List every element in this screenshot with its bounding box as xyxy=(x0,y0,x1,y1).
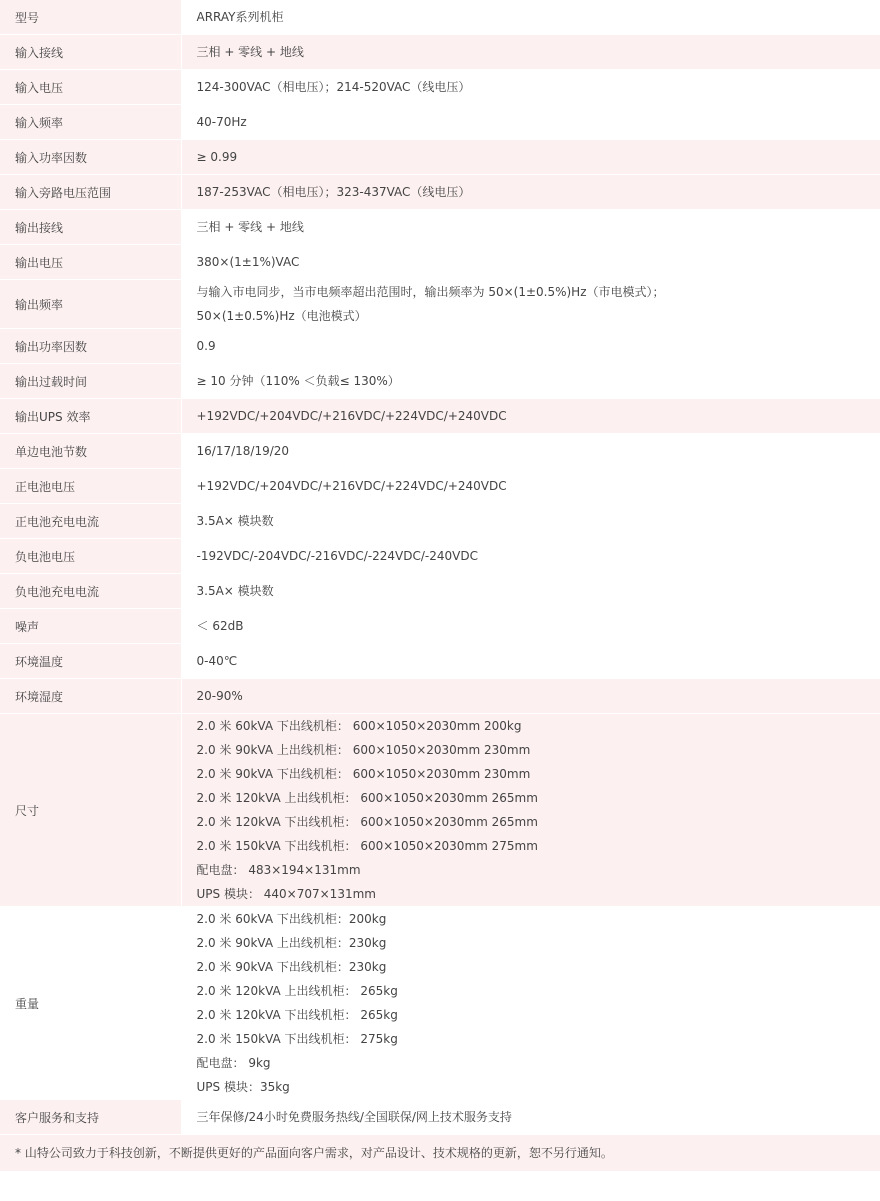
spec-value-line: 0.9 xyxy=(196,339,216,353)
spec-row xyxy=(0,140,880,175)
spec-value-line: 配电盘： 9kg xyxy=(196,1056,271,1070)
spec-value-line: ＜ 62dB xyxy=(196,619,244,633)
spec-row xyxy=(0,35,880,70)
spec-row xyxy=(0,644,880,679)
spec-label: 噪声 xyxy=(0,609,181,644)
spec-label: 客户服务和支持 xyxy=(0,1100,181,1135)
spec-value-line: 2.0 米 60kVA 下出线机柜： 600×1050×2030mm 200kg xyxy=(196,719,522,733)
spec-label: 输出接线 xyxy=(0,210,181,245)
spec-value-line: 50×(1±0.5%)Hz（电池模式） xyxy=(196,309,367,323)
spec-row xyxy=(0,1100,880,1135)
spec-value xyxy=(181,329,880,364)
spec-value-line: 2.0 米 120kVA 下出线机柜： 600×1050×2030mm 265mm xyxy=(196,815,538,829)
spec-value xyxy=(181,140,880,175)
spec-value xyxy=(181,469,880,504)
spec-label: 负电池充电电流 xyxy=(0,574,181,609)
spec-value-line: UPS 模块： 440×707×131mm xyxy=(196,887,376,901)
spec-value xyxy=(181,1100,880,1135)
spec-value-line: 2.0 米 120kVA 上出线机柜： 600×1050×2030mm 265mm xyxy=(196,791,538,805)
spec-row xyxy=(0,105,880,140)
spec-value-line: 2.0 米 120kVA 上出线机柜： 265kg xyxy=(196,984,398,998)
spec-value-line: 40-70Hz xyxy=(196,115,247,129)
spec-label: 重量 xyxy=(0,907,181,1100)
spec-value-line: 配电盘： 483×194×131mm xyxy=(196,863,361,877)
spec-value xyxy=(181,105,880,140)
spec-row xyxy=(0,280,880,329)
spec-label: 输入功率因数 xyxy=(0,140,181,175)
spec-value-line: 2.0 米 60kVA 下出线机柜：200kg xyxy=(196,912,387,926)
spec-value xyxy=(181,679,880,714)
spec-value xyxy=(181,907,880,1100)
spec-value-line: 2.0 米 90kVA 下出线机柜：230kg xyxy=(196,960,387,974)
spec-value-line: 3.5A× 模块数 xyxy=(196,584,274,598)
spec-value-line: 与输入市电同步，当市电频率超出范围时，输出频率为 50×(1±0.5%)Hz（市电模式）； xyxy=(196,285,665,299)
spec-value-line: 124-300VAC（相电压）；214-520VAC（线电压） xyxy=(196,80,471,94)
spec-value xyxy=(181,245,880,280)
spec-value xyxy=(181,574,880,609)
spec-row xyxy=(0,245,880,280)
spec-label: 环境温度 xyxy=(0,644,181,679)
spec-row xyxy=(0,210,880,245)
spec-label: 输出过载时间 xyxy=(0,364,181,399)
spec-value-line: 3.5A× 模块数 xyxy=(196,514,274,528)
spec-row xyxy=(0,504,880,539)
spec-value-line: 2.0 米 150kVA 下出线机柜： 275kg xyxy=(196,1032,398,1046)
spec-value-line: ≥ 10 分钟（110% ＜负载≤ 130%） xyxy=(196,374,400,388)
spec-label: 负电池电压 xyxy=(0,539,181,574)
spec-row xyxy=(0,907,880,1100)
spec-label: 输入旁路电压范围 xyxy=(0,175,181,210)
spec-label: 尺寸 xyxy=(0,714,181,907)
spec-value-line: 2.0 米 90kVA 上出线机柜：230kg xyxy=(196,936,387,950)
spec-row xyxy=(0,329,880,364)
spec-row xyxy=(0,609,880,644)
spec-row xyxy=(0,714,880,907)
spec-value-line: ARRAY系列机柜 xyxy=(196,10,284,24)
spec-row xyxy=(0,399,880,434)
spec-value xyxy=(181,714,880,907)
spec-value-line: 16/17/18/19/20 xyxy=(196,444,290,458)
spec-row xyxy=(0,574,880,609)
spec-value xyxy=(181,644,880,679)
spec-value-line: 三年保修/24小时免费服务热线/全国联保/网上技术服务支持 xyxy=(196,1110,512,1124)
spec-value xyxy=(181,434,880,469)
spec-label: 正电池充电电流 xyxy=(0,504,181,539)
spec-value-line: UPS 模块：35kg xyxy=(196,1080,290,1094)
spec-value xyxy=(181,504,880,539)
spec-value-line: 0-40℃ xyxy=(196,654,238,668)
spec-label: 输出频率 xyxy=(0,280,181,329)
spec-label: 输入电压 xyxy=(0,70,181,105)
spec-label: 环境湿度 xyxy=(0,679,181,714)
spec-value-line: 三相 + 零线 + 地线 xyxy=(196,220,304,234)
footnote: * 山特公司致力于科技创新，不断提供更好的产品面向客户需求，对产品设计、技术规格的更新，恕不另行通知。 xyxy=(0,1135,880,1171)
spec-value-line: +192VDC/+204VDC/+216VDC/+224VDC/+240VDC xyxy=(196,409,507,423)
spec-value-line: -192VDC/-204VDC/-216VDC/-224VDC/-240VDC xyxy=(196,549,478,563)
spec-row xyxy=(0,364,880,399)
spec-label: 输入接线 xyxy=(0,35,181,70)
spec-row xyxy=(0,469,880,504)
spec-value-line: 2.0 米 120kVA 下出线机柜： 265kg xyxy=(196,1008,398,1022)
spec-row xyxy=(0,70,880,105)
spec-value xyxy=(181,364,880,399)
spec-label: 输出UPS 效率 xyxy=(0,399,181,434)
spec-label: 输入频率 xyxy=(0,105,181,140)
spec-value-line: 187-253VAC（相电压）；323-437VAC（线电压） xyxy=(196,185,471,199)
spec-value-line: 三相 + 零线 + 地线 xyxy=(196,45,304,59)
spec-value-line: 2.0 米 90kVA 下出线机柜： 600×1050×2030mm 230mm xyxy=(196,767,531,781)
spec-label: 单边电池节数 xyxy=(0,434,181,469)
spec-value-line: 380×(1±1%)VAC xyxy=(196,255,300,269)
spec-value xyxy=(181,539,880,574)
spec-value xyxy=(181,175,880,210)
spec-value xyxy=(181,210,880,245)
spec-value-line: 20-90% xyxy=(196,689,243,703)
spec-value xyxy=(181,35,880,70)
spec-row xyxy=(0,434,880,469)
spec-value xyxy=(181,280,880,329)
spec-row xyxy=(0,539,880,574)
spec-row xyxy=(0,679,880,714)
spec-value-line: 2.0 米 150kVA 下出线机柜： 600×1050×2030mm 275mm xyxy=(196,839,538,853)
spec-row xyxy=(0,0,880,35)
spec-value-line: +192VDC/+204VDC/+216VDC/+224VDC/+240VDC xyxy=(196,479,507,493)
spec-value xyxy=(181,70,880,105)
spec-value-line: ≥ 0.99 xyxy=(196,150,238,164)
spec-value xyxy=(181,609,880,644)
spec-value xyxy=(181,0,880,35)
spec-value-line: 2.0 米 90kVA 上出线机柜： 600×1050×2030mm 230mm xyxy=(196,743,531,757)
spec-row xyxy=(0,175,880,210)
spec-label: 输出电压 xyxy=(0,245,181,280)
spec-label: 输出功率因数 xyxy=(0,329,181,364)
spec-label: 型号 xyxy=(0,0,181,35)
spec-value xyxy=(181,399,880,434)
spec-label: 正电池电压 xyxy=(0,469,181,504)
